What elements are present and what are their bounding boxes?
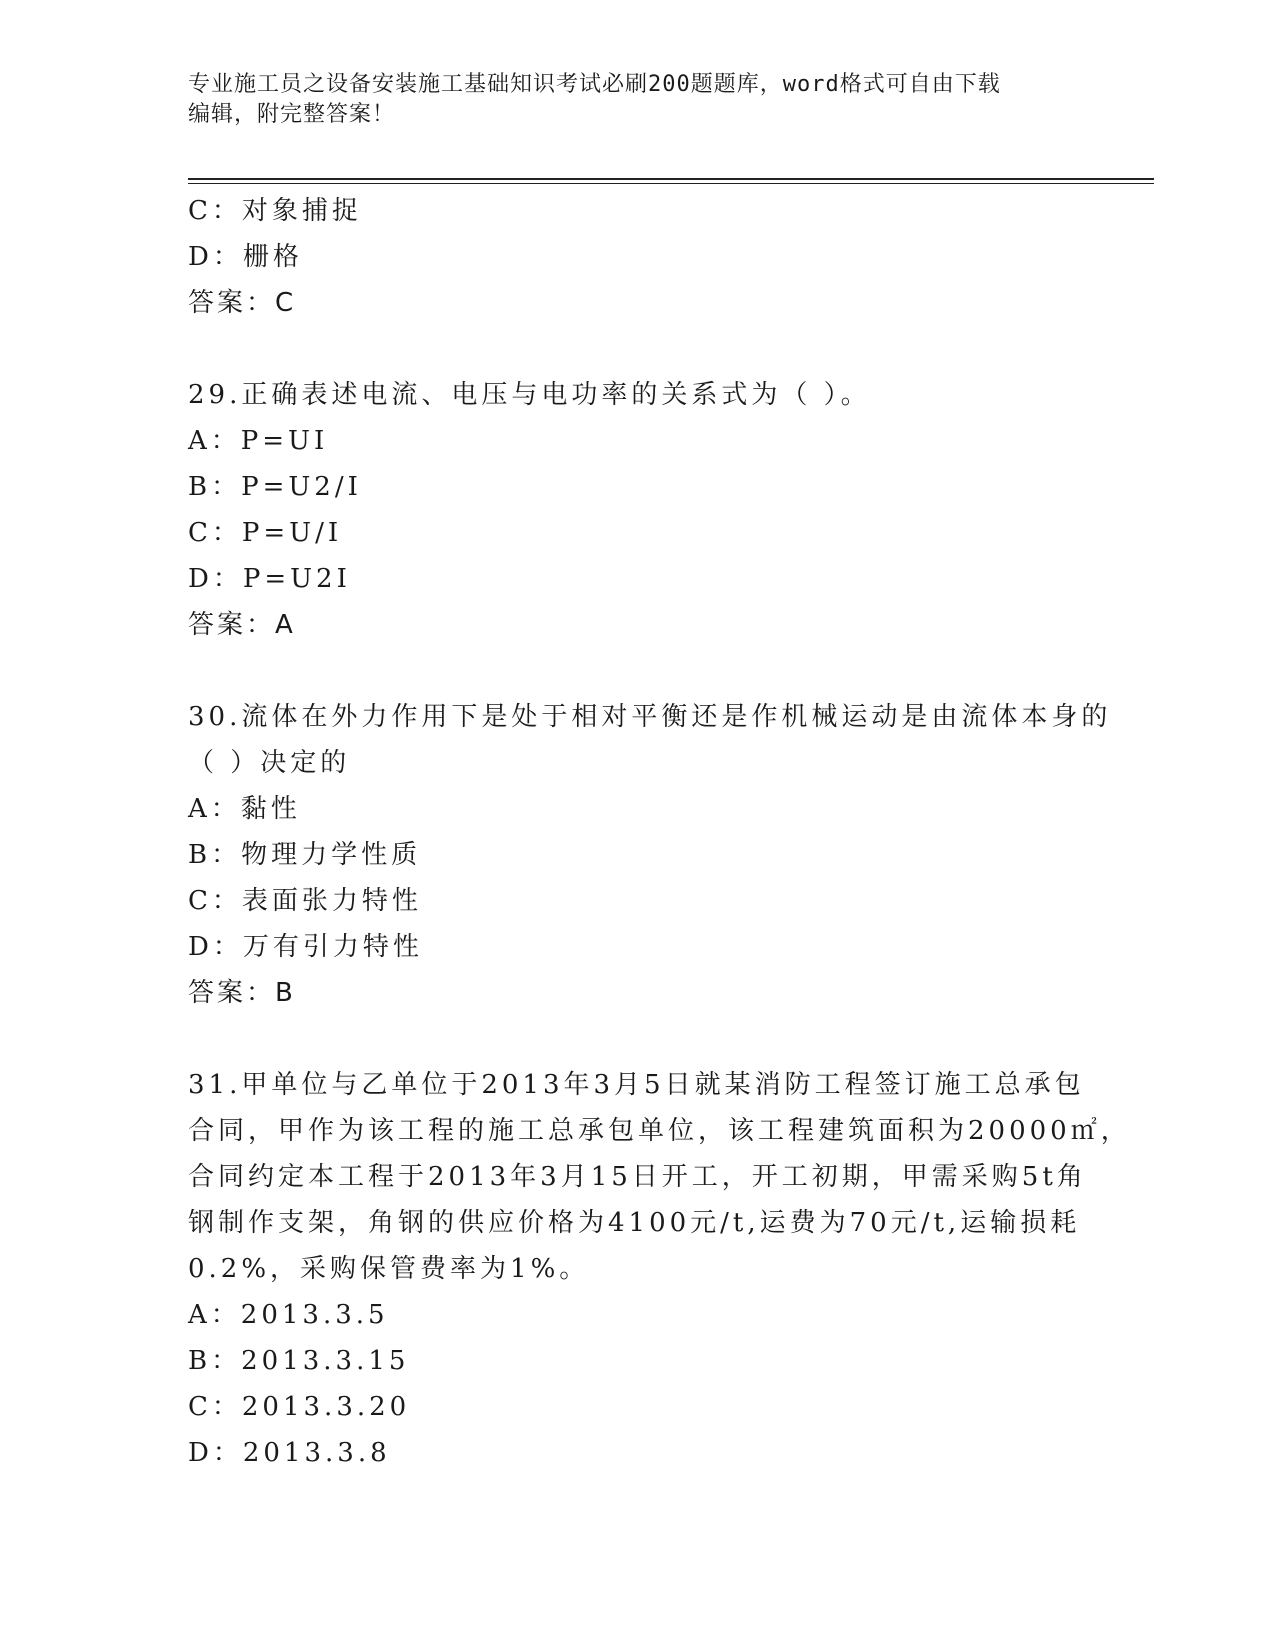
question-content xyxy=(188,188,1131,1476)
option-b: B：物理力学性质 xyxy=(188,840,422,870)
spacer xyxy=(188,1016,1088,1062)
question-text-line-3: 合同约定本工程于2013年3月15日开工，开工初期，甲需采购5t角 xyxy=(188,1162,1087,1192)
document-header xyxy=(188,70,1088,130)
question-text-line-2: （ ）决定的 xyxy=(188,748,351,778)
option-a: A：2013.3.5 xyxy=(188,1300,389,1330)
question-text-line-1: 31.甲单位与乙单位于2013年3月5日就某消防工程签订施工总承包 xyxy=(188,1070,1085,1100)
option-a: A：黏性 xyxy=(188,794,301,824)
question-block-30 xyxy=(188,694,1112,1016)
question-text: 29.正确表述电流、电压与电功率的关系式为（ ）。 xyxy=(188,380,871,410)
header-line-2: 编辑，附完整答案！ xyxy=(188,102,396,127)
option-d: D：2013.3.8 xyxy=(188,1438,391,1468)
spacer xyxy=(188,648,1088,694)
header-line-1: 专业施工员之设备安装施工基础知识考试必刷200题题库，word格式可自由下载 xyxy=(188,72,1001,97)
header-divider-thick xyxy=(188,178,1154,180)
option-b: B：2013.3.15 xyxy=(188,1346,410,1376)
option-c: C：表面张力特性 xyxy=(188,886,422,916)
answer-label: 答案：B xyxy=(188,978,296,1008)
option-d: D：万有引力特性 xyxy=(188,932,423,962)
header-divider-thin xyxy=(188,183,1154,184)
option-d: D：P=U2I xyxy=(188,564,351,594)
option-b: B：P=U2/I xyxy=(188,472,362,502)
question-text-line-4: 钢制作支架，角钢的供应价格为4100元/t,运费为70元/t,运输损耗 xyxy=(188,1208,1081,1238)
question-block-29 xyxy=(188,372,1088,648)
option-d: D：栅格 xyxy=(188,242,303,272)
answer-label: 答案：A xyxy=(188,610,296,640)
spacer xyxy=(188,326,1088,372)
option-c: C：对象捕捉 xyxy=(188,196,362,226)
question-text-line-2: 合同，甲作为该工程的施工总承包单位，该工程建筑面积为20000㎡， xyxy=(188,1116,1131,1146)
option-c: C：P=U/I xyxy=(188,518,343,548)
option-c: C：2013.3.20 xyxy=(188,1392,411,1422)
answer-label: 答案：C xyxy=(188,288,297,318)
question-block-28 xyxy=(188,188,1088,326)
option-a: A：P=UI xyxy=(188,426,329,456)
question-block-31 xyxy=(188,1062,1131,1476)
question-text-line-5: 0.2%，采购保管费率为1%。 xyxy=(188,1254,590,1284)
question-text-line-1: 30.流体在外力作用下是处于相对平衡还是作机械运动是由流体本身的 xyxy=(188,702,1112,732)
